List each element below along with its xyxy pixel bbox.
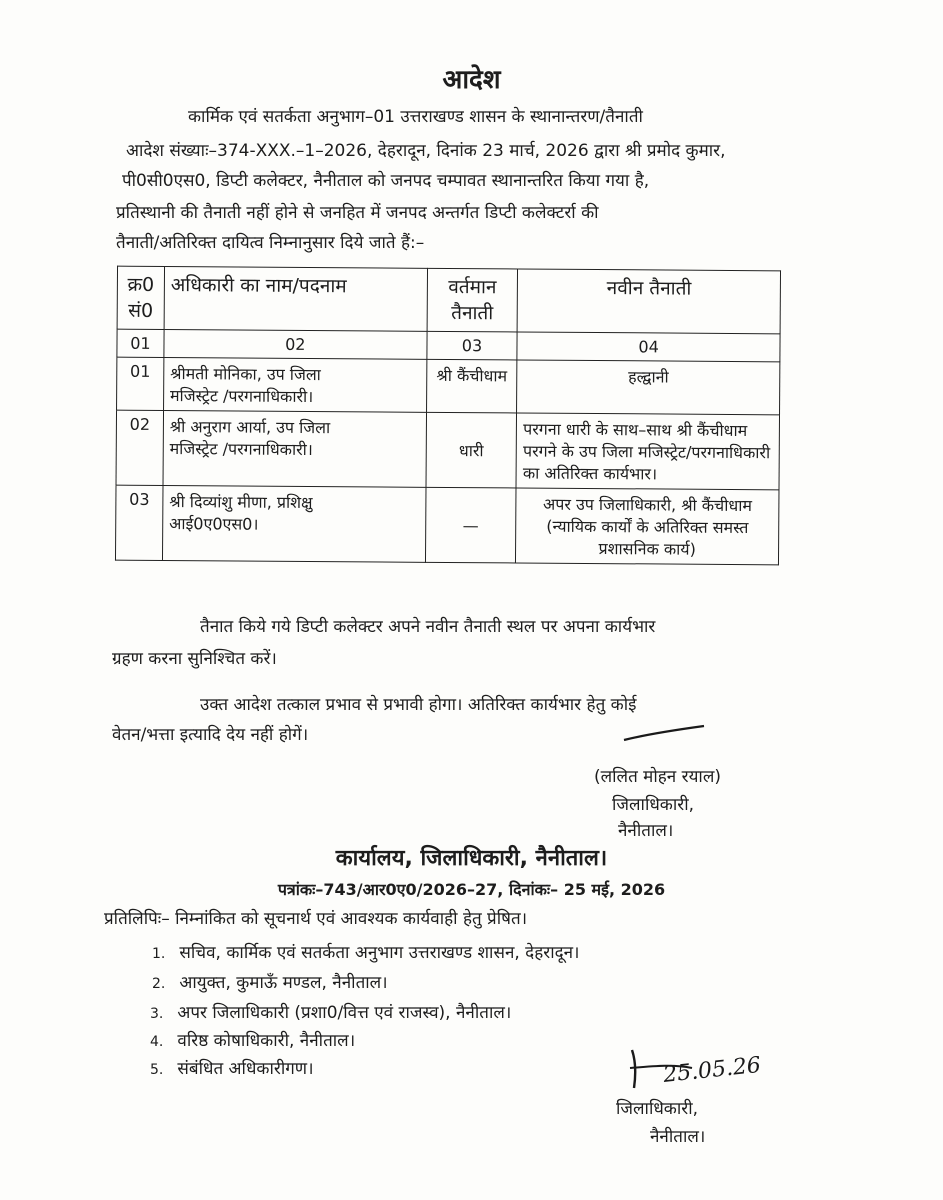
row-officer <box>163 358 426 413</box>
instruction-2-line-2: वेतन/भत्ता इत्यादि देय नहीं होगें। <box>112 725 309 745</box>
signatory-designation: जिलाधिकारी, <box>612 795 695 815</box>
table-row <box>117 357 780 415</box>
list-item <box>152 940 580 963</box>
col-number: 04 <box>517 332 780 362</box>
postings-table <box>115 266 781 566</box>
header-sno: क्र0 सं0 <box>117 266 164 329</box>
list-item-text: संबंधित अधिकारीगण। <box>177 1059 314 1079</box>
intro-line-3: पी0सी0एस0, डिप्टी कलेक्टर, नैनीताल को जनपद चम्पावत स्थानान्तरित किया गया है, <box>122 171 650 191</box>
row-officer <box>162 486 425 563</box>
letter-reference: पत्रांकः–743/आर0ए0/2026–27, दिनांकः– 25 मई, 2026 <box>277 880 666 899</box>
intro-line-2: आदेश संख्याः–374-XXX.–1–2026, देहरादून, दिनांक 23 मार्च, 2026 द्वारा श्री प्रमोद कुमार, <box>126 141 726 161</box>
row-officer <box>163 411 426 488</box>
row-new-posting: परगना धारी के साथ–साथ श्री कैंचीधाम परगने के उप जिला मजिस्ट्रेट/परगनाधिकारी का अतिरिक्त कार्यभार। <box>516 413 779 490</box>
list-item-text: सचिव, कार्मिक एवं सतर्कता अनुभाग उत्तराखण्ड शासन, देहरादून। <box>179 943 580 963</box>
list-item-number: 5. <box>150 1062 164 1078</box>
col-number: 03 <box>427 331 518 360</box>
signature-date: 25.05.26 <box>662 1052 763 1088</box>
instruction-1-line-1: तैनात किये गये डिप्टी कलेक्टर अपने नवीन तैनाती स्थल पर अपना कार्यभार <box>200 617 656 637</box>
signatory-name: (ललित मोहन रयाल) <box>594 767 721 787</box>
list-item-text: वरिष्ठ कोषाधिकारी, नैनीताल। <box>177 1031 356 1051</box>
row-current-posting: श्री कैंचीधाम <box>426 359 517 413</box>
list-item-text: अपर जिलाधिकारी (प्रशा0/वित्त एवं राजस्व), नैनीताल। <box>177 1003 512 1023</box>
handwritten-date-signature <box>624 1042 794 1098</box>
intro-line-1: कार्मिक एवं सतर्कता अनुभाग–01 उत्तराखण्ड शासन के स्थानान्तरण/तैनाती <box>188 107 643 127</box>
row-new-posting: अपर उप जिलाधिकारी, श्री कैंचीधाम (न्यायिक कार्यों के अतिरिक्त समस्त प्रशासनिक कार्य) <box>516 488 779 565</box>
row-sno: 03 <box>115 485 162 560</box>
bottom-signatory-place: नैनीताल। <box>650 1127 706 1147</box>
header-new: नवीन तैनाती <box>517 269 780 334</box>
row-current-posting: धारी <box>426 412 517 488</box>
officer-designation-line: आई0ए0एस0। <box>169 514 259 534</box>
row-sno: 02 <box>116 410 163 485</box>
copy-to-intro: प्रतिलिपिः– निम्नांकित को सूचनार्थ एवं आवश्यक कार्यवाही हेतु प्रेषित। <box>104 909 528 929</box>
officer-name-line: श्री अनुराग आर्या, उप जिला <box>169 417 331 438</box>
office-heading: कार्यालय, जिलाधिकारी, नैनीताल। <box>335 846 608 871</box>
list-item <box>152 970 388 993</box>
header-name: अधिकारी का नाम/पदनाम <box>164 267 427 332</box>
table-row <box>116 410 780 490</box>
officer-designation-line: मजिस्ट्रेट /परगनाधिकारी। <box>169 386 314 407</box>
list-item-number: 4. <box>150 1034 164 1050</box>
signature-image <box>620 718 710 748</box>
list-item <box>150 1056 314 1079</box>
officer-name-line: श्री दिव्यांशु मीणा, प्रशिक्षु <box>169 492 313 513</box>
list-item <box>150 1000 511 1023</box>
bottom-signatory-designation: जिलाधिकारी, <box>616 1099 699 1119</box>
col-number: 01 <box>117 329 164 357</box>
row-new-posting: हल्द्वानी <box>517 360 780 415</box>
intro-line-5: तैनाती/अतिरिक्त दायित्व निम्नानुसार दिये जाते हैं:– <box>116 233 425 253</box>
instruction-1-line-2: ग्रहण करना सुनिश्चित करें। <box>112 649 277 669</box>
header-current: वर्तमान तैनाती <box>427 268 518 332</box>
row-current-posting: — <box>425 487 516 563</box>
list-item <box>150 1028 355 1051</box>
table-header-row <box>117 266 780 334</box>
signatory-place: नैनीताल। <box>618 821 674 841</box>
list-item-number: 3. <box>150 1006 164 1022</box>
list-item-number: 2. <box>152 976 166 992</box>
list-item-number: 1. <box>152 946 166 962</box>
officer-designation-line: मजिस्ट्रेट /परगनाधिकारी। <box>169 439 313 460</box>
order-title: आदेश <box>442 65 501 95</box>
col-number: 02 <box>164 330 427 360</box>
officer-name-line: श्रीमती मोनिका, उप जिला <box>170 364 321 385</box>
list-item-text: आयुक्त, कुमाऊँ मण्डल, नैनीताल। <box>179 973 388 993</box>
instruction-2-line-1: उक्त आदेश तत्काल प्रभाव से प्रभावी होगा। अतिरिक्त कार्यभार हेतु कोई <box>200 695 637 715</box>
table-row <box>115 485 779 565</box>
row-sno: 01 <box>117 357 164 410</box>
intro-line-4: प्रतिस्थानी की तैनाती नहीं होने से जनहित में जनपद अन्तर्गत डिप्टी कलेक्टर्रा की <box>116 203 599 223</box>
